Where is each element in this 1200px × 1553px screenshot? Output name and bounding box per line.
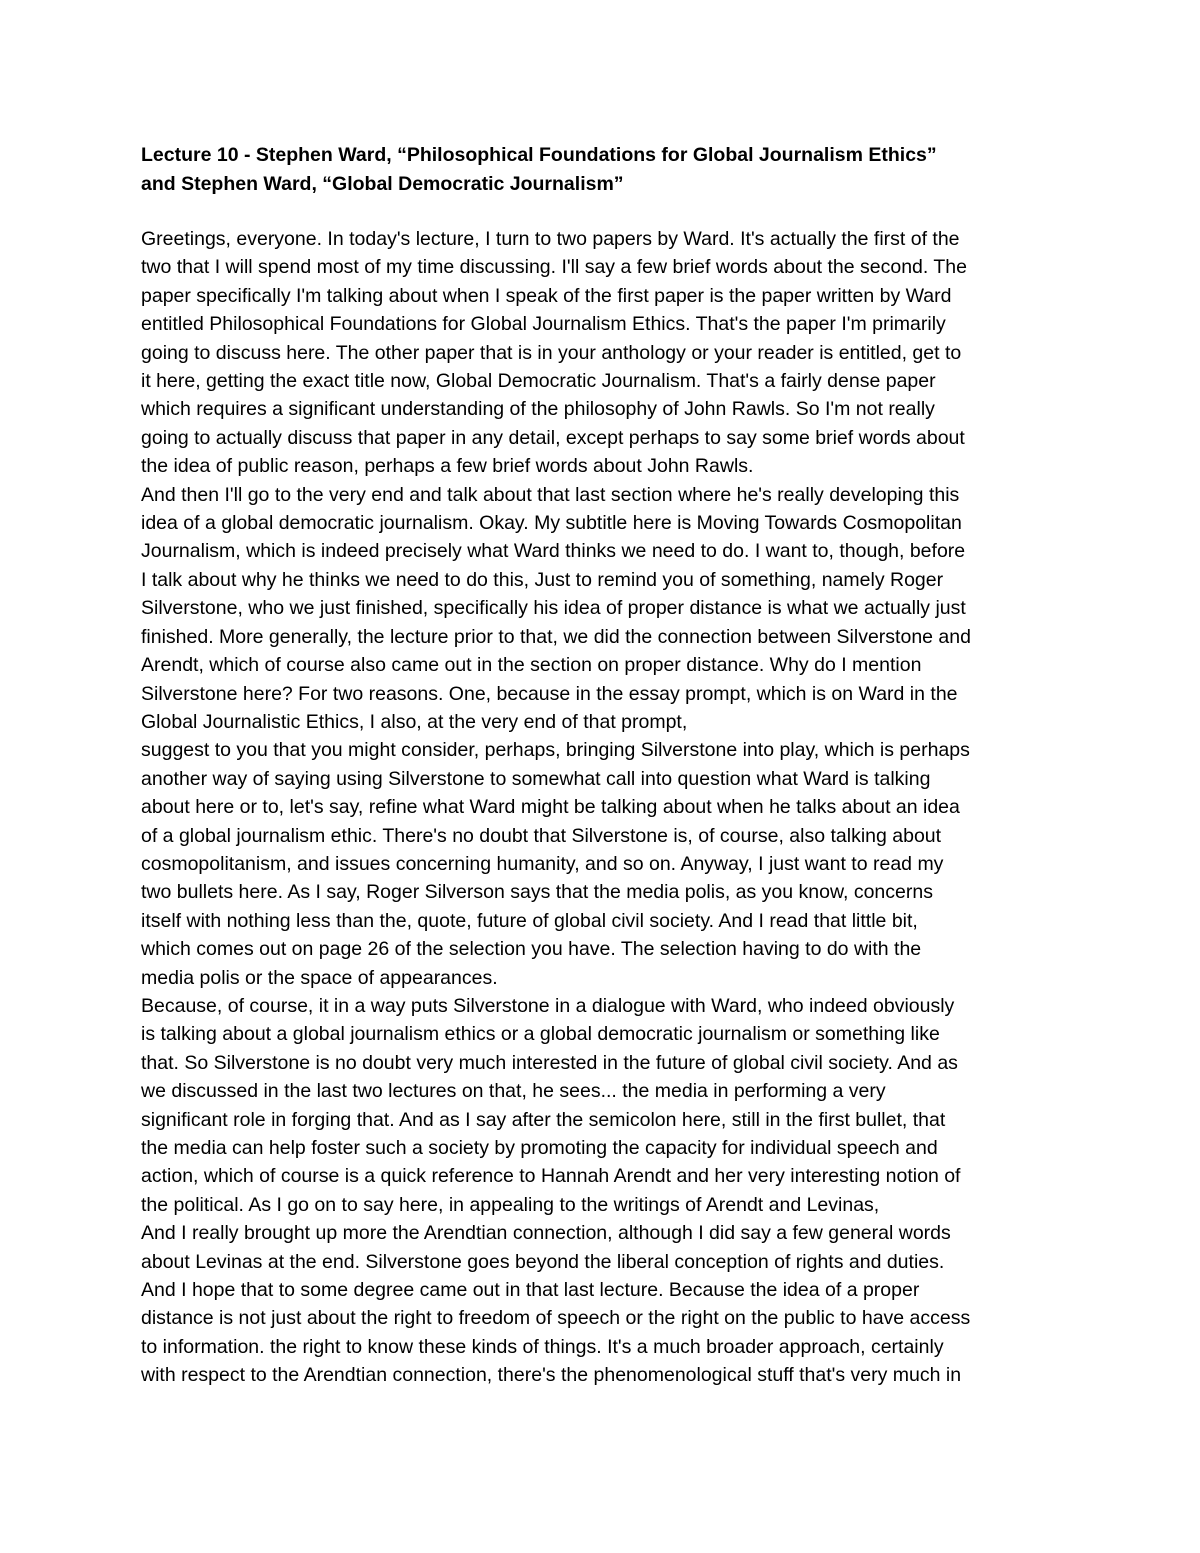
- text-line: media polis or the space of appearances.: [141, 966, 498, 989]
- text-line: two bullets here. As I say, Roger Silverson says that the media polis, as you know, concerns: [141, 881, 933, 904]
- text-line: which requires a significant understanding of the philosophy of John Rawls. So I'm not really: [141, 398, 935, 421]
- text-line: the media can help foster such a society by promoting the capacity for individual speech and: [141, 1137, 938, 1159]
- text-line: Because, of course, it in a way puts Silverstone in a dialogue with Ward, who indeed obviously: [141, 994, 955, 1017]
- text-line: Arendt, which of course also came out in the section on proper distance. Why do I mention: [141, 654, 922, 677]
- text-line: going to discuss here. The other paper that is in your anthology or your reader is entitled, get to: [141, 341, 962, 364]
- text-line: of a global journalism ethic. There's no doubt that Silverstone is, of course, also talking about: [141, 824, 942, 847]
- text-line: action, which of course is a quick reference to Hannah Arendt and her very interesting notion of: [141, 1165, 961, 1188]
- text-line: distance is not just about the right to freedom of speech or the right on the public to have access: [141, 1307, 971, 1330]
- title-line: and Stephen Ward, “Global Democratic Journalism”: [141, 173, 624, 195]
- text-line: about here or to, let's say, refine what Ward might be talking about when he talks about an idea: [141, 796, 960, 819]
- text-line: about Levinas at the end. Silverstone goes beyond the liberal conception of rights and duties.: [141, 1250, 945, 1273]
- text-line: And I really brought up more the Arendtian connection, although I did say a few general words: [141, 1222, 951, 1245]
- text-line: Journalism, which is indeed precisely what Ward thinks we need to do. I want to, though, before: [141, 540, 966, 563]
- text-line: going to actually discuss that paper in any detail, except perhaps to say some brief words about: [141, 426, 965, 449]
- text-line: Silverstone, who we just finished, specifically his idea of proper distance is what we actually just: [141, 597, 966, 620]
- document-body: [141, 225, 1071, 1390]
- text-line: we discussed in the last two lectures on that, he sees... the media in performing a very: [141, 1080, 886, 1103]
- document-page: [141, 141, 1071, 1390]
- text-line: Silverstone here? For two reasons. One, because in the essay prompt, which is on Ward in the: [141, 682, 958, 705]
- text-line: to information. the right to know these kinds of things. It's a much broader approach, certainly: [141, 1335, 944, 1358]
- text-line: is talking about a global journalism ethics or a global democratic journalism or something like: [141, 1023, 940, 1046]
- text-line: entitled Philosophical Foundations for Global Journalism Ethics. That's the paper I'm primarily: [141, 313, 946, 336]
- text-line: the idea of public reason, perhaps a few brief words about John Rawls.: [141, 455, 754, 478]
- text-line: another way of saying using Silverstone to somewhat call into question what Ward is talking: [141, 767, 931, 790]
- text-line: cosmopolitanism, and issues concerning humanity, and so on. Anyway, I just want to read my: [141, 852, 944, 875]
- text-line: And then I'll go to the very end and talk about that last section where he's really developing this: [141, 483, 960, 506]
- text-line: paper specifically I'm talking about when I speak of the first paper is the paper written by Ward: [141, 284, 952, 307]
- text-line: suggest to you that you might consider, perhaps, bringing Silverstone into play, which is perhaps: [141, 739, 970, 762]
- text-line: idea of a global democratic journalism. Okay. My subtitle here is Moving Towards Cosmopolitan: [141, 512, 962, 535]
- text-line: two that I will spend most of my time discussing. I'll say a few brief words about the second. The: [141, 256, 967, 279]
- text-line: Greetings, everyone. In today's lecture, I turn to two papers by Ward. It's actually the first of the: [141, 228, 960, 250]
- text-line: with respect to the Arendtian connection, there's the phenomenological stuff that's very much in: [141, 1364, 962, 1387]
- text-line: it here, getting the exact title now, Global Democratic Journalism. That's a fairly dense paper: [141, 370, 936, 393]
- text-line: itself with nothing less than the, quote, future of global civil society. And I read that little bit,: [141, 909, 918, 932]
- text-line: that. So Silverstone is no doubt very much interested in the future of global civil society. And as: [141, 1051, 958, 1074]
- title-line: Lecture 10 - Stephen Ward, “Philosophical Foundations for Global Journalism Ethics”: [141, 144, 937, 166]
- text-line: Global Journalistic Ethics, I also, at the very end of that prompt,: [141, 710, 688, 733]
- text-line: the political. As I go on to say here, in appealing to the writings of Arendt and Levinas,: [141, 1193, 880, 1216]
- text-line: And I hope that to some degree came out in that last lecture. Because the idea of a proper: [141, 1279, 920, 1302]
- text-line: finished. More generally, the lecture prior to that, we did the connection between Silverstone and: [141, 625, 971, 648]
- text-line: I talk about why he thinks we need to do this, Just to remind you of something, namely Roger: [141, 568, 944, 591]
- text-line: which comes out on page 26 of the selection you have. The selection having to do with the: [141, 938, 922, 961]
- document-title: [141, 141, 1071, 199]
- text-line: significant role in forging that. And as I say after the semicolon here, still in the first bullet, that: [141, 1108, 946, 1131]
